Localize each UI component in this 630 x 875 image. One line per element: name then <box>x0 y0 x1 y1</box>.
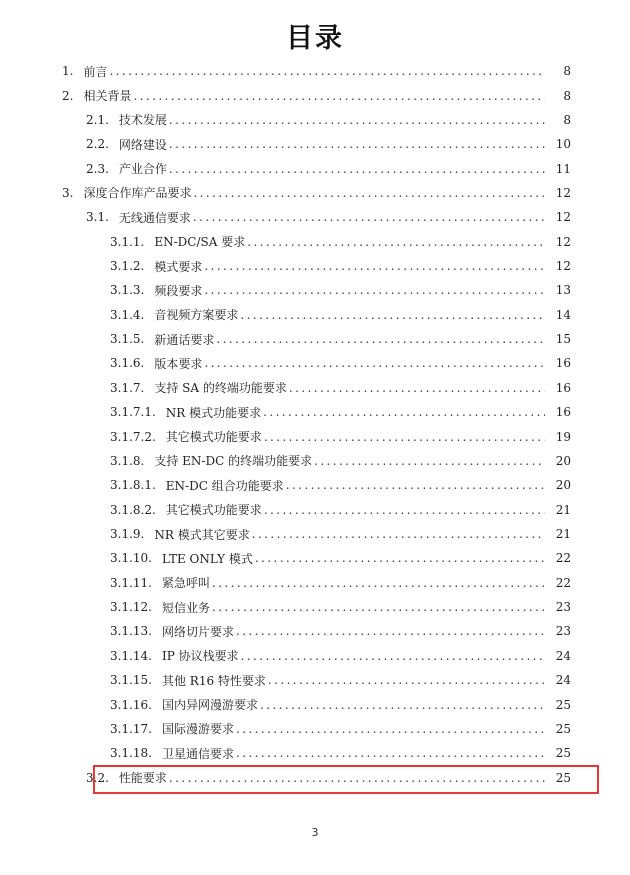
entry-page: 8 <box>563 112 571 127</box>
dot-leader <box>212 600 545 614</box>
entry-number: 3. <box>62 185 74 200</box>
page-number: 3 <box>311 826 319 839</box>
entry-number: 3.1.12. <box>110 600 152 615</box>
entry-number: 3.2. <box>86 770 109 785</box>
toc-entry[interactable] <box>0 717 630 741</box>
dot-leader <box>263 405 545 419</box>
entry-page: 22 <box>555 575 571 590</box>
entry-title: EN-DC 组合功能要求 <box>165 478 284 493</box>
dot-leader <box>109 64 545 78</box>
entry-page: 20 <box>555 478 571 493</box>
entry-title: 无线通信要求 <box>118 210 191 225</box>
entry-title: 网络切片要求 <box>161 624 234 639</box>
toc-entry[interactable] <box>0 644 630 668</box>
entry-page: 13 <box>555 283 571 298</box>
entry-number: 3.1.7. <box>110 380 145 395</box>
entry-title: 性能要求 <box>118 771 167 786</box>
entry-page: 12 <box>555 185 571 200</box>
dot-leader <box>133 89 545 103</box>
toc-entry-highlighted[interactable] <box>0 741 630 765</box>
toc-entry[interactable] <box>0 376 630 400</box>
entry-number: 2. <box>62 88 74 103</box>
dot-leader <box>193 186 545 200</box>
entry-title: 其它模式功能要求 <box>165 430 262 445</box>
entry-number: 3.1.10. <box>110 551 152 566</box>
entry-page: 16 <box>555 380 571 395</box>
entry-page: 25 <box>555 721 571 736</box>
entry-number: 3.1.16. <box>110 697 152 712</box>
entry-number: 3.1.9. <box>110 527 145 541</box>
toc-entry[interactable] <box>0 278 630 302</box>
toc-entry[interactable] <box>0 619 630 643</box>
toc-entry[interactable] <box>0 400 630 424</box>
entry-title: 新通话要求 <box>154 332 215 347</box>
toc-entry[interactable] <box>0 327 630 351</box>
entry-number: 2.3. <box>86 161 109 176</box>
entry-title: 深度合作库产品要求 <box>83 186 192 201</box>
entry-page: 14 <box>555 307 571 322</box>
entry-number: 3.1.13. <box>110 624 152 639</box>
toc-entry[interactable] <box>0 59 630 83</box>
entry-title: 频段要求 <box>154 283 203 298</box>
entry-title: 技术发展 <box>118 113 167 128</box>
dot-leader <box>236 722 545 736</box>
dot-leader <box>236 746 545 760</box>
toc-entry[interactable] <box>0 692 630 716</box>
entry-title: 前言 <box>83 64 108 79</box>
entry-title: 版本要求 <box>154 356 203 371</box>
dot-leader <box>264 430 545 444</box>
toc-entry[interactable] <box>0 132 630 156</box>
entry-number: 3.1.5. <box>110 332 145 347</box>
entry-number: 2.2. <box>86 137 109 152</box>
entry-title: 相关背景 <box>83 89 132 104</box>
entry-page: 8 <box>563 88 571 103</box>
entry-number: 3.1.17. <box>110 721 152 736</box>
dot-leader <box>236 624 545 638</box>
entry-title: EN-DC/SA 要求 <box>154 235 246 250</box>
entry-page: 16 <box>555 356 571 371</box>
entry-number: 3.1.8. <box>110 453 145 468</box>
entry-page: 24 <box>555 648 571 663</box>
entry-page: 21 <box>555 502 571 517</box>
entry-number: 3.1.4. <box>110 307 145 322</box>
toc-entry[interactable] <box>0 473 630 497</box>
dot-leader <box>286 478 545 492</box>
entry-number: 1. <box>62 64 74 79</box>
entry-title: 其他 R16 特性要求 <box>161 673 266 688</box>
toc-entry[interactable] <box>0 303 630 327</box>
entry-title: NR 模式功能要求 <box>165 405 262 420</box>
entry-number: 3.1.1. <box>110 234 145 249</box>
toc-entry[interactable] <box>0 424 630 448</box>
dot-leader <box>193 210 545 224</box>
entry-page: 23 <box>555 600 571 615</box>
entry-title: 支持 SA 的终端功能要求 <box>154 381 287 396</box>
entry-number: 3.1.11. <box>110 575 152 590</box>
dot-leader <box>260 698 545 712</box>
entry-page: 22 <box>555 551 571 566</box>
entry-page: 19 <box>555 429 571 444</box>
dot-leader <box>252 527 545 541</box>
entry-title: LTE ONLY 模式 <box>161 551 253 566</box>
entry-number: 2.1. <box>86 112 109 127</box>
entry-page: 21 <box>555 527 571 541</box>
entry-title: 模式要求 <box>154 259 203 274</box>
dot-leader <box>264 503 545 517</box>
toc-entry[interactable] <box>0 668 630 692</box>
entry-page: 10 <box>555 137 571 152</box>
toc-entry[interactable] <box>0 230 630 254</box>
entry-title: 网络建设 <box>118 137 167 152</box>
dot-leader <box>314 454 545 468</box>
toc-entry[interactable] <box>0 571 630 595</box>
toc-entry[interactable] <box>0 205 630 229</box>
entry-page: 23 <box>555 624 571 639</box>
dot-leader <box>169 113 545 127</box>
dot-leader <box>216 332 545 346</box>
toc-entry[interactable] <box>0 522 630 546</box>
entry-number: 3.1.2. <box>110 259 145 274</box>
entry-title: 产业合作 <box>118 162 167 177</box>
toc-entry[interactable] <box>0 595 630 619</box>
toc-entry[interactable] <box>0 351 630 375</box>
entry-number: 3.1.7.1. <box>110 405 156 420</box>
entry-title: NR 模式其它要求 <box>154 527 250 542</box>
entry-title: 卫星通信要求 <box>161 746 234 761</box>
entry-page: 20 <box>555 453 571 468</box>
toc-entry[interactable] <box>0 83 630 107</box>
dot-leader <box>204 356 545 370</box>
toc-entry[interactable] <box>0 181 630 205</box>
dot-leader <box>212 576 545 590</box>
dot-leader <box>241 649 545 663</box>
toc-entry[interactable] <box>0 254 630 278</box>
dot-leader <box>204 283 545 297</box>
entry-page: 11 <box>555 161 571 176</box>
entry-number: 3.1.8.2. <box>110 502 156 517</box>
entry-number: 3.1.3. <box>110 283 145 298</box>
dot-leader <box>255 551 545 565</box>
entry-page: 12 <box>555 234 571 249</box>
entry-number: 3.1.14. <box>110 648 152 663</box>
entry-number: 3.1. <box>86 210 109 225</box>
entry-number: 3.1.15. <box>110 673 152 688</box>
entry-number: 3.1.6. <box>110 356 145 371</box>
dot-leader <box>169 137 545 151</box>
entry-page: 15 <box>555 332 571 347</box>
table-of-contents <box>0 59 630 790</box>
dot-leader <box>169 162 545 176</box>
entry-number: 3.1.7.2. <box>110 429 156 444</box>
toc-entry[interactable] <box>0 108 630 132</box>
entry-page: 12 <box>555 259 571 274</box>
entry-title: 其它模式功能要求 <box>165 503 262 518</box>
toc-entry[interactable] <box>0 497 630 521</box>
entry-title: 支持 EN-DC 的终端功能要求 <box>154 454 313 469</box>
entry-page: 25 <box>555 770 571 785</box>
dot-leader <box>247 235 545 249</box>
dot-leader <box>289 381 545 395</box>
toc-entry[interactable] <box>0 546 630 570</box>
entry-number: 3.1.8.1. <box>110 478 156 493</box>
toc-title: 目录 <box>286 23 344 54</box>
entry-number: 3.1.18. <box>110 746 152 761</box>
entry-page: 25 <box>555 697 571 712</box>
entry-page: 16 <box>555 405 571 420</box>
toc-entry[interactable] <box>0 449 630 473</box>
entry-page: 8 <box>563 64 571 79</box>
highlight-box <box>93 765 599 794</box>
entry-title: 国内异网漫游要求 <box>161 698 258 713</box>
entry-page: 12 <box>555 210 571 225</box>
entry-title: IP 协议栈要求 <box>161 649 239 664</box>
toc-entry[interactable] <box>0 156 630 180</box>
entry-page: 25 <box>555 746 571 761</box>
entry-title: 紧急呼叫 <box>161 576 210 591</box>
dot-leader <box>268 673 545 687</box>
dot-leader <box>240 308 545 322</box>
entry-title: 音视频方案要求 <box>154 308 239 323</box>
entry-title: 短信业务 <box>161 600 210 615</box>
entry-page: 24 <box>555 673 571 688</box>
entry-title: 国际漫游要求 <box>161 722 234 737</box>
dot-leader <box>204 259 545 273</box>
